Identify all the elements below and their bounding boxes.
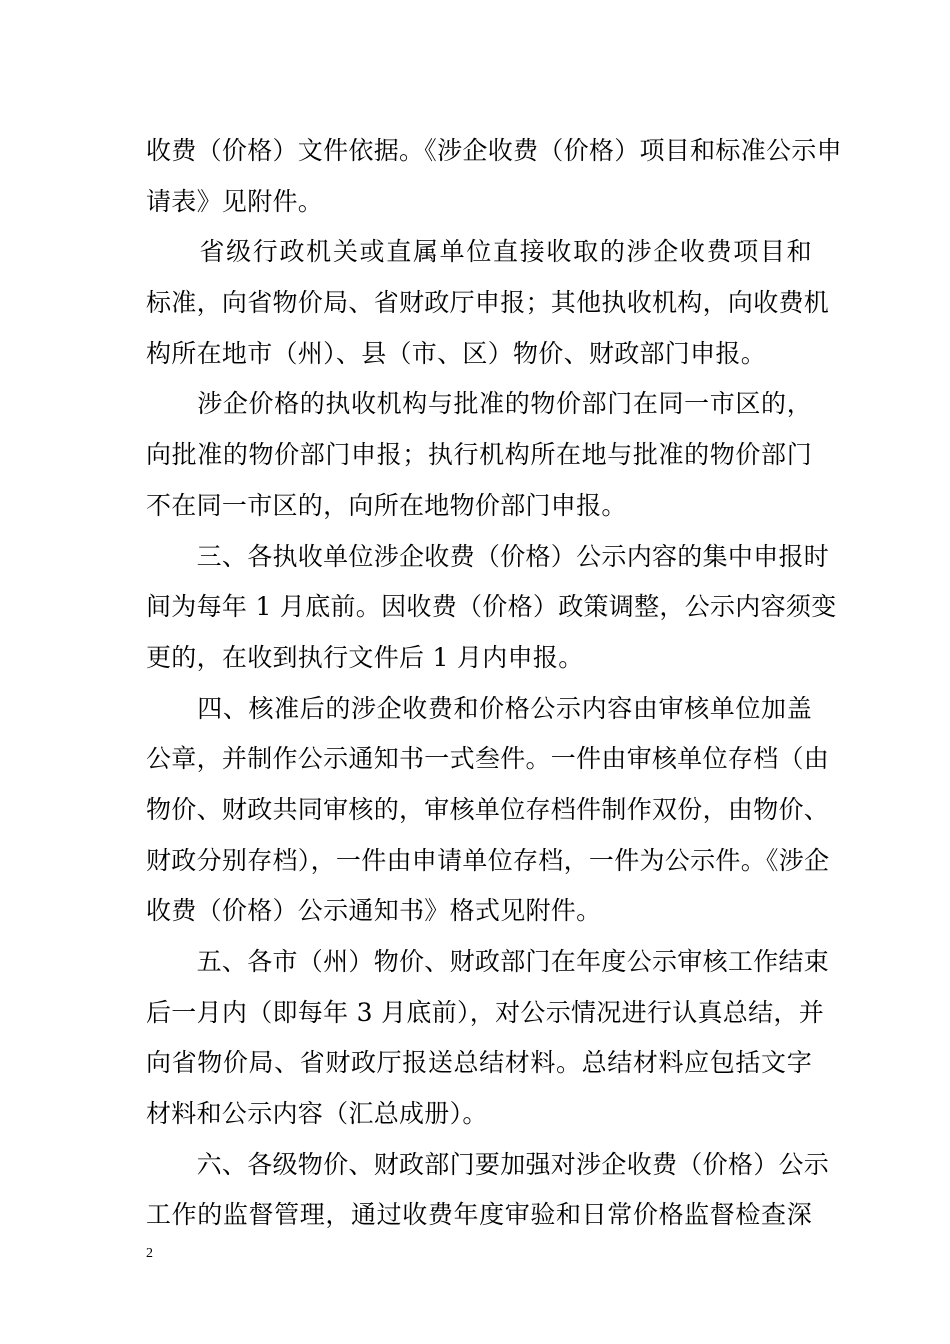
text-line: 四、核准后的涉企收费和价格公示内容由审核单位加盖: [146, 693, 812, 723]
text-line: 五、各市（州）物价、财政部门在年度公示审核工作结束: [146, 947, 830, 976]
text-line: 向省物价局、省财政厅报送总结材料。总结材料应包括文字: [146, 1048, 812, 1078]
text-line: 六、各级物价、财政部门要加强对涉企收费（价格）公示: [146, 1149, 830, 1179]
text-line: 收费（价格）公示通知书》格式见附件。: [146, 896, 602, 926]
text-line: 间为每年 1 月底前。因收费（价格）政策调整，公示内容须变: [146, 592, 837, 622]
text-line: 物价、财政共同审核的，审核单位存档件制作双份，由物价、: [146, 794, 830, 824]
text-line: 省级行政机关或直属单位直接收取的涉企收费项目和: [146, 237, 812, 267]
text-line: 更的，在收到执行文件后 1 月内申报。: [146, 642, 584, 672]
text-line: 工作的监督管理，通过收费年度审验和日常价格监督检查深: [146, 1200, 812, 1230]
body-text: [146, 126, 842, 1241]
page-number: 2: [146, 1246, 153, 1261]
text-line: 构所在地市（州）、县（市、区）物价、财政部门申报。: [146, 338, 767, 368]
text-line: 涉企价格的执收机构与批准的物价部门在同一市区的，: [146, 389, 812, 419]
text-line: 公章，并制作公示通知书一式叁件。一件由审核单位存档（由: [146, 744, 830, 774]
text-line: 财政分别存档），一件由申请单位存档，一件为公示件。《涉企: [146, 845, 830, 875]
text-line: 不在同一市区的，向所在地物价部门申报。: [146, 490, 627, 520]
text-line: 向批准的物价部门申报；执行机构所在地与批准的物价部门: [146, 440, 812, 470]
text-line: 标准，向省物价局、省财政厅申报；其他执收机构，向收费机: [146, 288, 830, 318]
text-line: 后一月内（即每年 3 月底前），对公示情况进行认真总结，并: [146, 997, 825, 1027]
text-line: 三、各执收单位涉企收费（价格）公示内容的集中申报时: [146, 541, 830, 571]
text-line: 请表》见附件。: [146, 186, 324, 216]
text-line: 收费（价格）文件依据。《涉企收费（价格）项目和标准公示申: [146, 136, 842, 165]
text-line: 材料和公示内容（汇总成册）。: [146, 1099, 488, 1129]
